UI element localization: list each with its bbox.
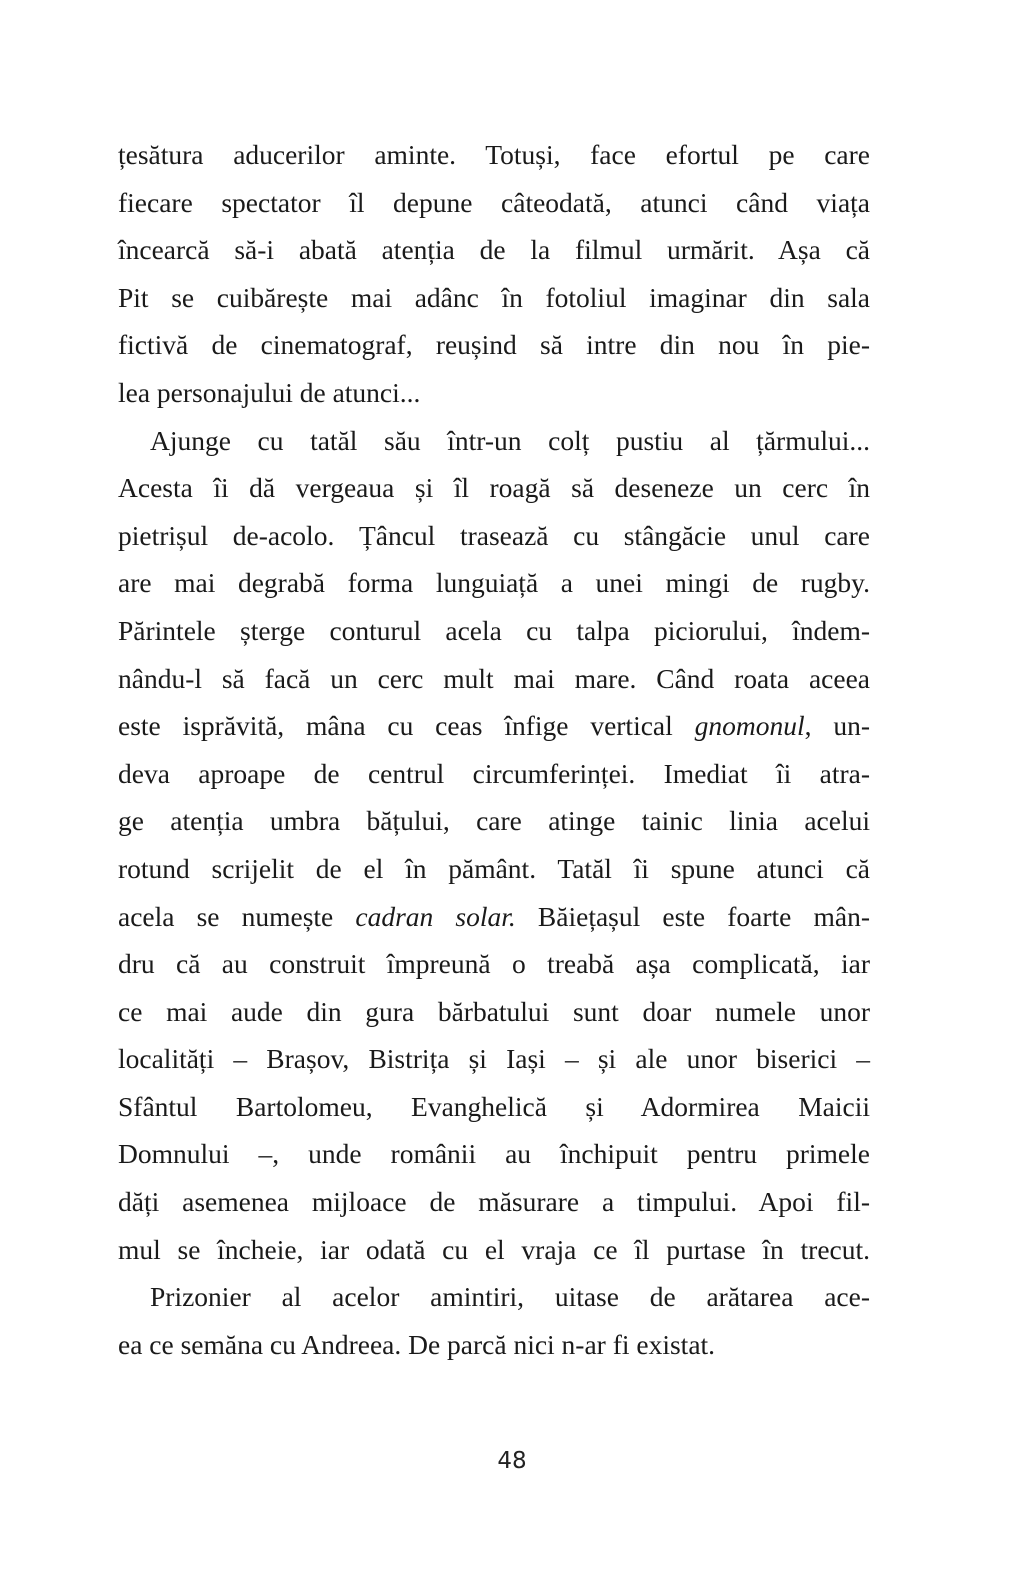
text-line	[118, 226, 870, 274]
text-segment: pietrișul de-acolo. Țâncul trasează cu stângăcie unul care	[118, 519, 870, 551]
text-segment: Acesta îi dă vergeaua și îl roagă să deseneze un cerc în	[118, 472, 870, 504]
text-segment: țesătura aducerilor aminte. Totuși, face efortul pe care	[118, 139, 870, 170]
text-segment: deva aproape de centrul circumferinței. Imediat îi atra-	[118, 757, 870, 789]
text-segment: mul se încheie, iar odată cu el vraja ce îl purtase în trecut.	[118, 1233, 870, 1265]
text-line	[118, 1226, 870, 1274]
text-line	[118, 1178, 870, 1226]
text-segment: Prizonier al acelor amintiri, uitase de arătarea ace-	[150, 1281, 870, 1313]
text-segment: încearcă să-i abată atenția de la filmul urmărit. Așa că	[118, 234, 870, 266]
text-segment: ce mai aude din gura bărbatului sunt doar numele unor	[118, 995, 870, 1027]
italic-term: gnomonul	[694, 710, 805, 742]
text-segment: ea ce semăna cu Andreea. De parcă nici n-ar fi existat.	[118, 1328, 716, 1360]
text-segment: Pit se cuibărește mai adânc în fotoliul imaginar din sala	[118, 281, 870, 313]
text-segment: Ajunge cu tatăl său într-un colț pustiu al țărmului...	[150, 424, 870, 456]
text-segment: Băiețașul este foarte mân-	[515, 900, 870, 932]
text-line	[118, 1321, 870, 1369]
text-line	[118, 655, 870, 703]
text-segment: fictivă de cinematograf, reușind să intre din nou în pie-	[118, 329, 870, 361]
text-line	[118, 702, 870, 750]
text-line	[118, 559, 870, 607]
text-line	[118, 321, 870, 369]
text-line	[118, 1083, 870, 1131]
text-segment: este isprăvită, mâna cu ceas înfige vertical	[118, 710, 695, 742]
text-segment: localități – Brașov, Bistrița și Iași – și ale unor biserici –	[118, 1043, 870, 1075]
text-line	[118, 607, 870, 655]
page-number: 48	[497, 1448, 527, 1474]
italic-term: cadran solar.	[355, 900, 516, 932]
text-line	[118, 845, 870, 893]
paragraph	[118, 1273, 870, 1368]
text-segment: nându-l să facă un cerc mult mai mare. Când roata aceea	[118, 662, 870, 694]
text-segment: acela se numește	[118, 900, 356, 932]
text-line	[118, 179, 870, 227]
text-segment: dru că au construit împreună o treabă așa complicată, iar	[118, 948, 870, 980]
text-segment: lea personajului de atunci...	[118, 376, 421, 408]
text-line	[118, 1035, 870, 1083]
paragraph	[118, 131, 870, 417]
text-line	[118, 512, 870, 560]
text-line	[118, 1273, 870, 1321]
text-line	[118, 893, 870, 941]
text-line	[118, 1130, 870, 1178]
text-segment: Domnului –, unde românii au închipuit pentru primele	[118, 1138, 870, 1170]
text-segment: are mai degrabă forma lunguiață a unei mingi de rugby.	[118, 567, 870, 599]
text-line	[118, 464, 870, 512]
text-line	[118, 988, 870, 1036]
text-segment: ge atenția umbra bățului, care atinge tainic linia acelui	[118, 805, 870, 837]
text-line	[118, 940, 870, 988]
text-segment: dăți asemenea mijloace de măsurare a timpului. Apoi fil-	[118, 1186, 870, 1218]
text-line	[118, 274, 870, 322]
text-line	[118, 797, 870, 845]
text-segment: , un-	[804, 710, 870, 742]
text-line	[118, 369, 870, 417]
text-line	[118, 417, 870, 465]
text-segment: rotund scrijelit de el în pământ. Tatăl îi spune atunci că	[118, 852, 870, 884]
text-segment: fiecare spectator îl depune câteodată, atunci când viața	[118, 186, 870, 218]
paragraph	[118, 417, 870, 1274]
text-segment: Părintele șterge conturul acela cu talpa piciorului, îndem-	[118, 614, 870, 646]
text-segment: Sfântul Bartolomeu, Evanghelică și Adormirea Maicii	[118, 1090, 870, 1122]
body-text	[118, 131, 870, 1368]
text-line	[118, 750, 870, 798]
text-line	[118, 131, 870, 179]
